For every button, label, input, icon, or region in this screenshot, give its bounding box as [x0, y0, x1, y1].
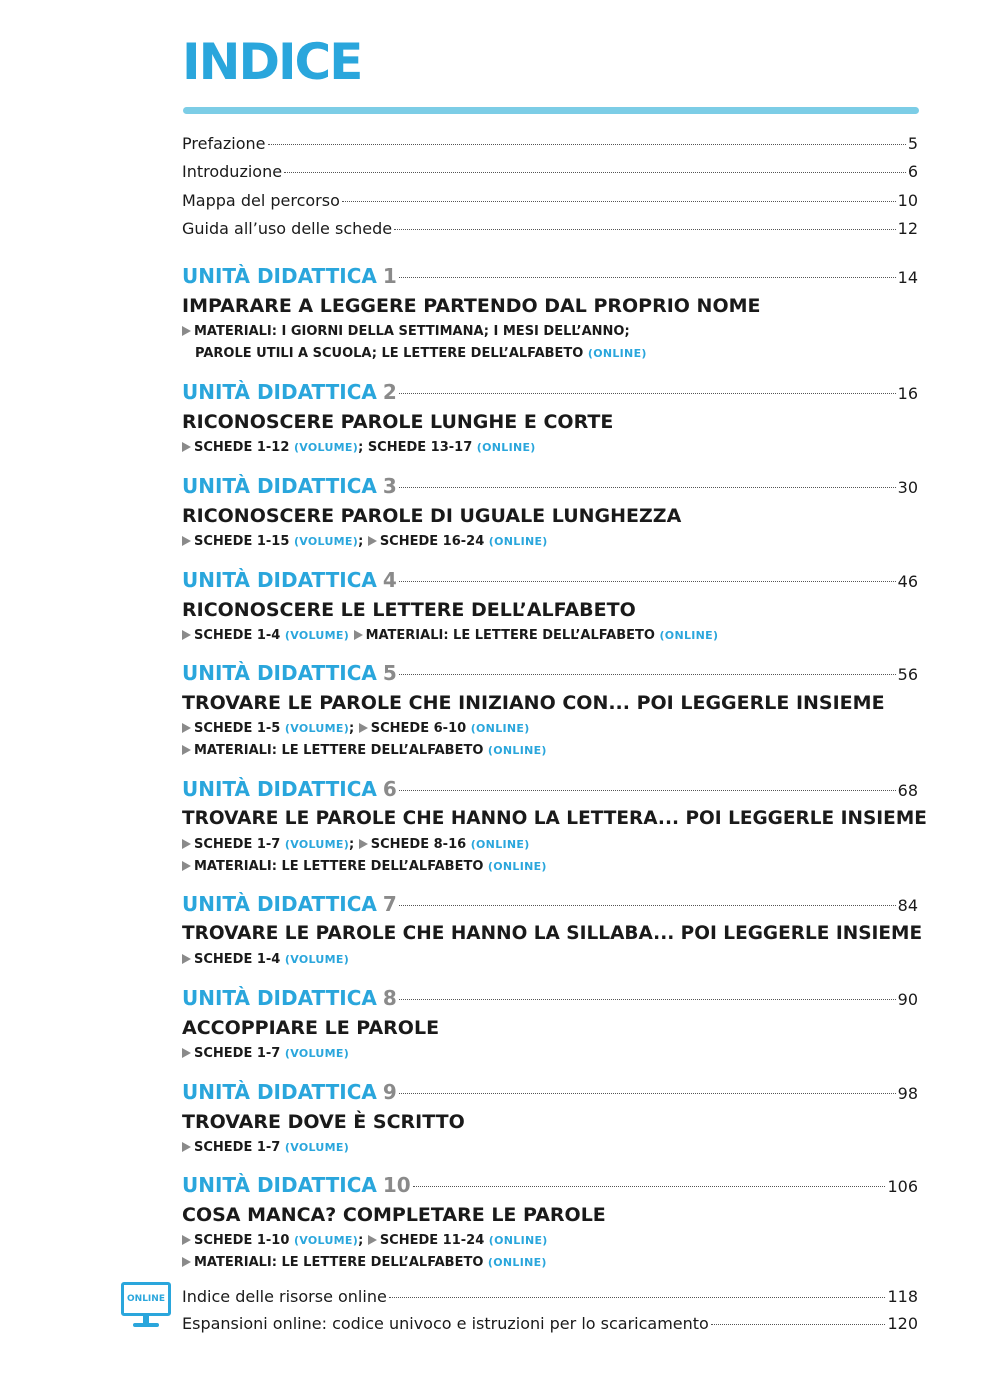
- unit-title: TROVARE LE PAROLE CHE HANNO LA LETTERA... POI LEGGERLE INSIEME: [182, 808, 927, 829]
- detail-text: SCHEDE 16-24: [379, 534, 485, 549]
- unit-detail-line: [182, 718, 918, 740]
- unit-number: 2: [382, 380, 397, 404]
- dot-leader: [399, 999, 896, 1000]
- detail-text: PAROLE UTILI A SCUOLA; LE LETTERE DELL’ALFABETO: [195, 346, 584, 361]
- detail-text: SCHEDE 8-16: [370, 837, 467, 852]
- unit-detail-line: [182, 1230, 918, 1252]
- unit-page: 84: [897, 896, 918, 915]
- dot-leader: [711, 1324, 886, 1325]
- unit-label: UNITÀ DIDATTICA: [182, 264, 377, 288]
- unit-page: 30: [897, 478, 918, 497]
- dot-leader: [413, 1186, 886, 1187]
- unit-detail-line: [182, 321, 918, 343]
- unit-heading[interactable]: [182, 1077, 918, 1107]
- volume-tag: (VOLUME): [284, 1047, 350, 1060]
- triangle-arrow-icon: [182, 839, 191, 849]
- online-tag: (ONLINE): [487, 744, 547, 757]
- unit-detail-line: [182, 1137, 918, 1159]
- dot-leader: [399, 277, 896, 278]
- triangle-arrow-icon: [182, 536, 191, 546]
- online-tag: (ONLINE): [659, 629, 719, 642]
- unit-title: RICONOSCERE LE LETTERE DELL’ALFABETO: [182, 599, 636, 621]
- unit-title: TROVARE DOVE È SCRITTO: [182, 1111, 465, 1133]
- unit-8: [182, 983, 918, 1065]
- unit-detail-line: [182, 834, 918, 856]
- toc-entry-label: Espansioni online: codice univoco e istruzioni per lo scaricamento: [182, 1314, 709, 1333]
- unit-page: 106: [887, 1177, 918, 1196]
- detail-text: SCHEDE 6-10: [370, 721, 467, 736]
- unit-number: 9: [382, 1080, 397, 1104]
- triangle-arrow-icon: [359, 723, 368, 733]
- detail-text: SCHEDE 1-7: [194, 1046, 281, 1061]
- dot-leader: [284, 172, 906, 173]
- triangle-arrow-icon: [182, 326, 191, 336]
- triangle-arrow-icon: [182, 1257, 191, 1267]
- toc-entry-page: 120: [887, 1314, 918, 1333]
- triangle-arrow-icon: [368, 536, 377, 546]
- unit-page: 68: [897, 781, 918, 800]
- unit-detail-line: [182, 531, 918, 553]
- unit-heading[interactable]: [182, 658, 918, 688]
- triangle-arrow-icon: [182, 954, 191, 964]
- unit-label: UNITÀ DIDATTICA: [182, 777, 377, 801]
- toc-entry-guida[interactable]: [182, 217, 918, 241]
- unit-9: [182, 1077, 918, 1159]
- toc-entry-page: 118: [887, 1287, 918, 1306]
- dot-leader: [268, 144, 906, 145]
- triangle-arrow-icon: [182, 861, 191, 871]
- separator: ;: [358, 1233, 364, 1248]
- volume-tag: (VOLUME): [284, 722, 350, 735]
- unit-detail-line: [182, 343, 918, 365]
- unit-page: 98: [897, 1084, 918, 1103]
- dot-leader: [342, 201, 896, 202]
- unit-heading[interactable]: [182, 774, 918, 804]
- online-tag: (ONLINE): [488, 535, 548, 548]
- volume-tag: (VOLUME): [293, 1234, 359, 1247]
- detail-text: SCHEDE 13-17: [367, 440, 473, 455]
- unit-3: [182, 471, 918, 553]
- triangle-arrow-icon: [182, 745, 191, 755]
- toc-entry-page: 6: [907, 162, 918, 181]
- unit-title: RICONOSCERE PAROLE DI UGUALE LUNGHEZZA: [182, 505, 682, 527]
- toc-entry-page: 12: [897, 219, 918, 238]
- dot-leader: [389, 1297, 886, 1298]
- triangle-arrow-icon: [182, 630, 191, 640]
- unit-number: 5: [382, 661, 397, 685]
- unit-1: [182, 261, 918, 365]
- toc-entry-prefazione[interactable]: [182, 132, 918, 156]
- unit-detail-line: [182, 949, 918, 971]
- unit-heading[interactable]: [182, 377, 918, 407]
- volume-tag: (VOLUME): [293, 441, 359, 454]
- detail-text: MATERIALI: LE LETTERE DELL’ALFABETO: [365, 628, 655, 643]
- toc-entry-label: Guida all’uso delle schede: [182, 219, 393, 238]
- detail-text: MATERIALI: I GIORNI DELLA SETTIMANA; I MESI DELL’ANNO;: [194, 324, 630, 339]
- online-tag: (ONLINE): [488, 1234, 548, 1247]
- unit-number: 6: [382, 777, 397, 801]
- toc-entry-label: Prefazione: [182, 134, 266, 153]
- unit-number: 10: [382, 1173, 411, 1197]
- unit-4: [182, 565, 918, 647]
- detail-text: SCHEDE 1-10: [194, 1233, 290, 1248]
- volume-tag: (VOLUME): [284, 953, 350, 966]
- online-monitor-icon: [121, 1282, 171, 1332]
- toc-entry-introduzione[interactable]: [182, 160, 918, 184]
- online-badge: ONLINE: [121, 1282, 171, 1316]
- detail-text: SCHEDE 1-5: [194, 721, 281, 736]
- detail-text: SCHEDE 1-15: [194, 534, 290, 549]
- triangle-arrow-icon: [182, 723, 191, 733]
- page-title: INDICE: [182, 33, 362, 91]
- unit-label: UNITÀ DIDATTICA: [182, 474, 377, 498]
- triangle-arrow-icon: [354, 630, 363, 640]
- unit-detail-line: [182, 856, 918, 878]
- toc-entry-page: 10: [897, 191, 918, 210]
- dot-leader: [399, 487, 896, 488]
- unit-label: UNITÀ DIDATTICA: [182, 1173, 377, 1197]
- unit-detail-line: [182, 437, 918, 459]
- triangle-arrow-icon: [368, 1235, 377, 1245]
- unit-heading[interactable]: [182, 983, 918, 1013]
- separator: ;: [358, 534, 364, 549]
- unit-number: 7: [382, 892, 397, 916]
- unit-title: COSA MANCA? COMPLETARE LE PAROLE: [182, 1204, 606, 1226]
- toc-entry-label: Mappa del percorso: [182, 191, 340, 210]
- unit-page: 14: [897, 268, 918, 287]
- unit-page: 90: [897, 990, 918, 1009]
- unit-5: [182, 658, 918, 762]
- toc-entry-espansioni-online[interactable]: [182, 1312, 918, 1336]
- unit-2: [182, 377, 918, 459]
- unit-title: ACCOPPIARE LE PAROLE: [182, 1017, 440, 1039]
- online-tag: (ONLINE): [487, 860, 547, 873]
- triangle-arrow-icon: [359, 839, 368, 849]
- dot-leader: [399, 581, 896, 582]
- detail-text: MATERIALI: LE LETTERE DELL’ALFABETO: [194, 859, 484, 874]
- detail-text: MATERIALI: LE LETTERE DELL’ALFABETO: [194, 743, 484, 758]
- unit-label: UNITÀ DIDATTICA: [182, 1080, 377, 1104]
- unit-page: 46: [897, 572, 918, 591]
- unit-heading[interactable]: [182, 261, 918, 291]
- dot-leader: [399, 1093, 896, 1094]
- unit-page: 16: [897, 384, 918, 403]
- unit-heading[interactable]: [182, 1170, 918, 1200]
- triangle-arrow-icon: [182, 1048, 191, 1058]
- toc-entry-label: Indice delle risorse online: [182, 1287, 387, 1306]
- unit-number: 1: [382, 264, 397, 288]
- toc-entry-label: Introduzione: [182, 162, 283, 181]
- unit-label: UNITÀ DIDATTICA: [182, 568, 377, 592]
- separator: ;: [358, 440, 364, 455]
- unit-6: [182, 774, 927, 878]
- unit-label: UNITÀ DIDATTICA: [182, 892, 377, 916]
- detail-text: SCHEDE 11-24: [379, 1233, 485, 1248]
- unit-page: 56: [897, 665, 918, 684]
- detail-text: SCHEDE 1-4: [194, 628, 281, 643]
- unit-heading[interactable]: [182, 565, 918, 595]
- unit-title: TROVARE LE PAROLE CHE HANNO LA SILLABA... POI LEGGERLE INSIEME: [182, 923, 923, 944]
- unit-number: 4: [382, 568, 397, 592]
- monitor-base: [133, 1323, 159, 1327]
- volume-tag: (VOLUME): [293, 535, 359, 548]
- dot-leader: [394, 229, 896, 230]
- online-tag: (ONLINE): [470, 838, 530, 851]
- unit-label: UNITÀ DIDATTICA: [182, 380, 377, 404]
- online-tag: (ONLINE): [470, 722, 530, 735]
- unit-label: UNITÀ DIDATTICA: [182, 986, 377, 1010]
- volume-tag: (VOLUME): [284, 838, 350, 851]
- online-tag: (ONLINE): [476, 441, 536, 454]
- monitor-stand: [143, 1316, 149, 1323]
- volume-tag: (VOLUME): [284, 629, 350, 642]
- online-tag: (ONLINE): [487, 1256, 547, 1269]
- detail-text: SCHEDE 1-4: [194, 952, 281, 967]
- detail-text: SCHEDE 1-7: [194, 1140, 281, 1155]
- unit-detail-line: [182, 740, 918, 762]
- detail-text: MATERIALI: LE LETTERE DELL’ALFABETO: [194, 1255, 484, 1270]
- triangle-arrow-icon: [182, 442, 191, 452]
- unit-detail-line: [182, 625, 918, 647]
- triangle-arrow-icon: [182, 1142, 191, 1152]
- unit-heading[interactable]: [182, 889, 918, 919]
- online-tag: (ONLINE): [587, 347, 647, 360]
- unit-title: RICONOSCERE PAROLE LUNGHE E CORTE: [182, 411, 614, 433]
- volume-tag: (VOLUME): [284, 1141, 350, 1154]
- unit-number: 3: [382, 474, 397, 498]
- dot-leader: [399, 905, 896, 906]
- unit-detail-line: [182, 1043, 918, 1065]
- toc-entry-mappa[interactable]: [182, 189, 918, 213]
- toc-entry-risorse-online[interactable]: [182, 1285, 918, 1309]
- detail-text: SCHEDE 1-12: [194, 440, 290, 455]
- unit-title: IMPARARE A LEGGERE PARTENDO DAL PROPRIO NOME: [182, 295, 761, 317]
- separator: ;: [349, 837, 355, 852]
- unit-title: TROVARE LE PAROLE CHE INIZIANO CON... POI LEGGERLE INSIEME: [182, 692, 885, 714]
- unit-label: UNITÀ DIDATTICA: [182, 661, 377, 685]
- title-underline: [183, 107, 919, 114]
- dot-leader: [399, 393, 896, 394]
- detail-text: SCHEDE 1-7: [194, 837, 281, 852]
- unit-number: 8: [382, 986, 397, 1010]
- unit-heading[interactable]: [182, 471, 918, 501]
- toc-entry-page: 5: [907, 134, 918, 153]
- dot-leader: [399, 674, 896, 675]
- unit-7: [182, 889, 923, 971]
- unit-10: [182, 1170, 918, 1274]
- separator: ;: [349, 721, 355, 736]
- triangle-arrow-icon: [182, 1235, 191, 1245]
- dot-leader: [399, 790, 896, 791]
- unit-detail-line: [182, 1252, 918, 1274]
